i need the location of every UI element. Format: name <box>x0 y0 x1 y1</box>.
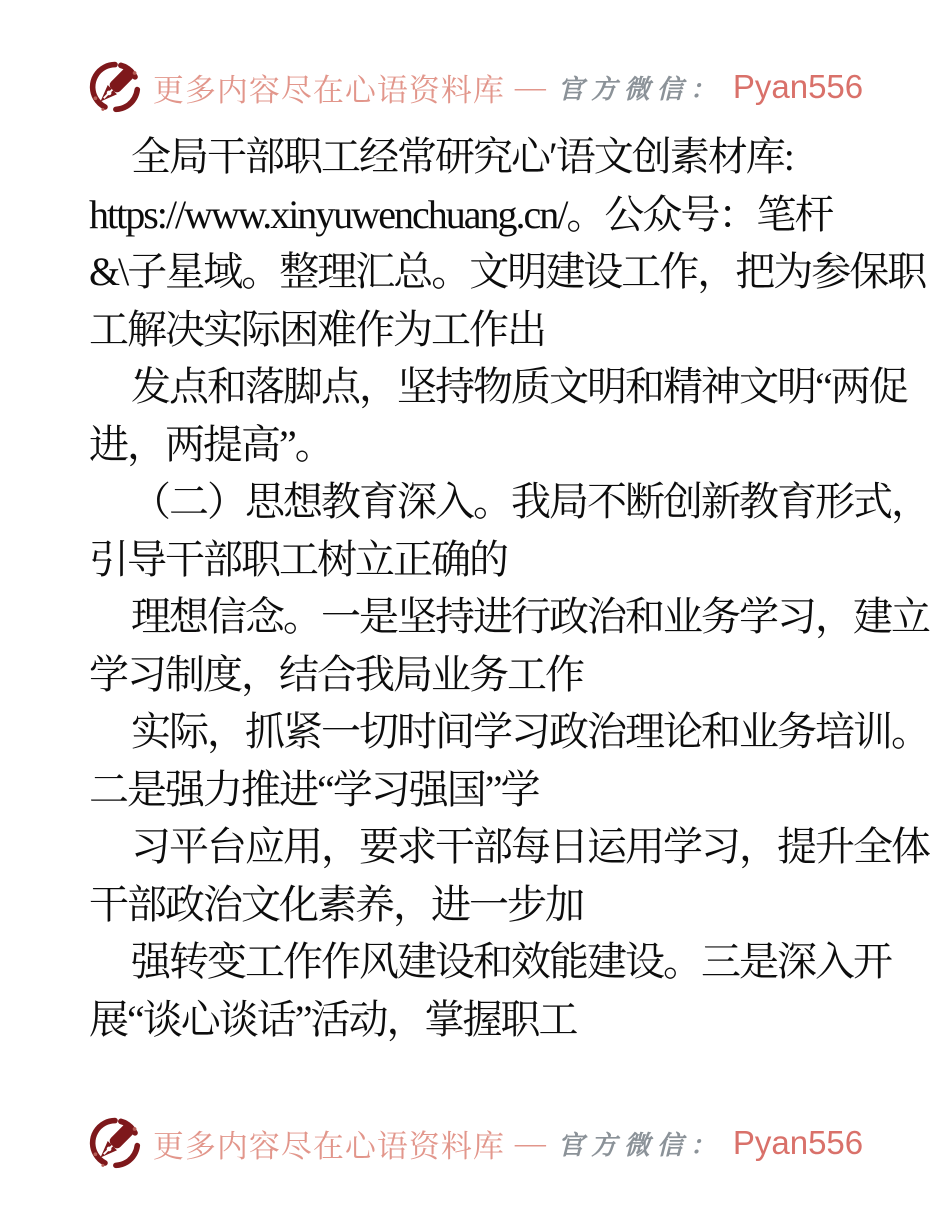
document-text-block <box>89 128 929 1048</box>
text-line: 实际，抓紧一切时间学习政治理论和业务培训。 <box>131 709 929 754</box>
text-line: https://www.xinyuwenchuang.cn/。公众号：笔杆 <box>89 191 833 237</box>
watermark-wechat-id: Pyan556 <box>732 1124 864 1161</box>
watermark-wechat-id: Pyan556 <box>732 68 864 105</box>
watermark-brand-text: 更多内容尽在心语资料库 <box>152 1128 505 1164</box>
text-line: 进，两提高”。 <box>89 421 333 467</box>
watermark-brand-text: 更多内容尽在心语资料库 <box>152 72 505 108</box>
text-line: 习平台应用，要求干部每日运用学习，提升全体 <box>131 824 929 869</box>
watermark-dash: — <box>514 69 546 104</box>
text-line: 展“谈心谈话”活动，掌握职工 <box>89 996 577 1042</box>
pen-nib-circle-logo-icon <box>87 1114 143 1172</box>
text-line: 发点和落脚点，坚持物质文明和精神文明“两促 <box>131 364 907 409</box>
text-line: &\子星域。整理汇总。文明建设工作，把为参保职 <box>89 249 926 294</box>
watermark-wechat-label: 官方微信： <box>557 74 723 105</box>
text-line: 二是强力推进“学习强国”学 <box>89 766 539 812</box>
text-line: 理想信念。一是坚持进行政治和业务学习，建立 <box>131 594 929 639</box>
text-line: 工解决实际困难作为工作出 <box>89 306 545 352</box>
watermark-dash: — <box>514 1125 546 1160</box>
pen-nib-circle-logo-icon <box>87 58 143 116</box>
text-line: 全局干部职工经常研究心′语文创素材库: <box>131 134 793 179</box>
text-line: 引导干部职工树立正确的 <box>89 536 507 582</box>
text-line: （二）思想教育深入。我局不断创新教育形式， <box>131 479 929 524</box>
text-line: 干部政治文化素养，进一步加 <box>89 881 583 927</box>
watermark-wechat-label: 官方微信： <box>557 1130 723 1161</box>
header-watermark <box>0 58 950 116</box>
text-line: 强转变工作作风建设和效能建设。三是深入开 <box>131 939 891 984</box>
text-line: 学习制度，结合我局业务工作 <box>89 651 583 697</box>
footer-watermark <box>0 1114 950 1172</box>
